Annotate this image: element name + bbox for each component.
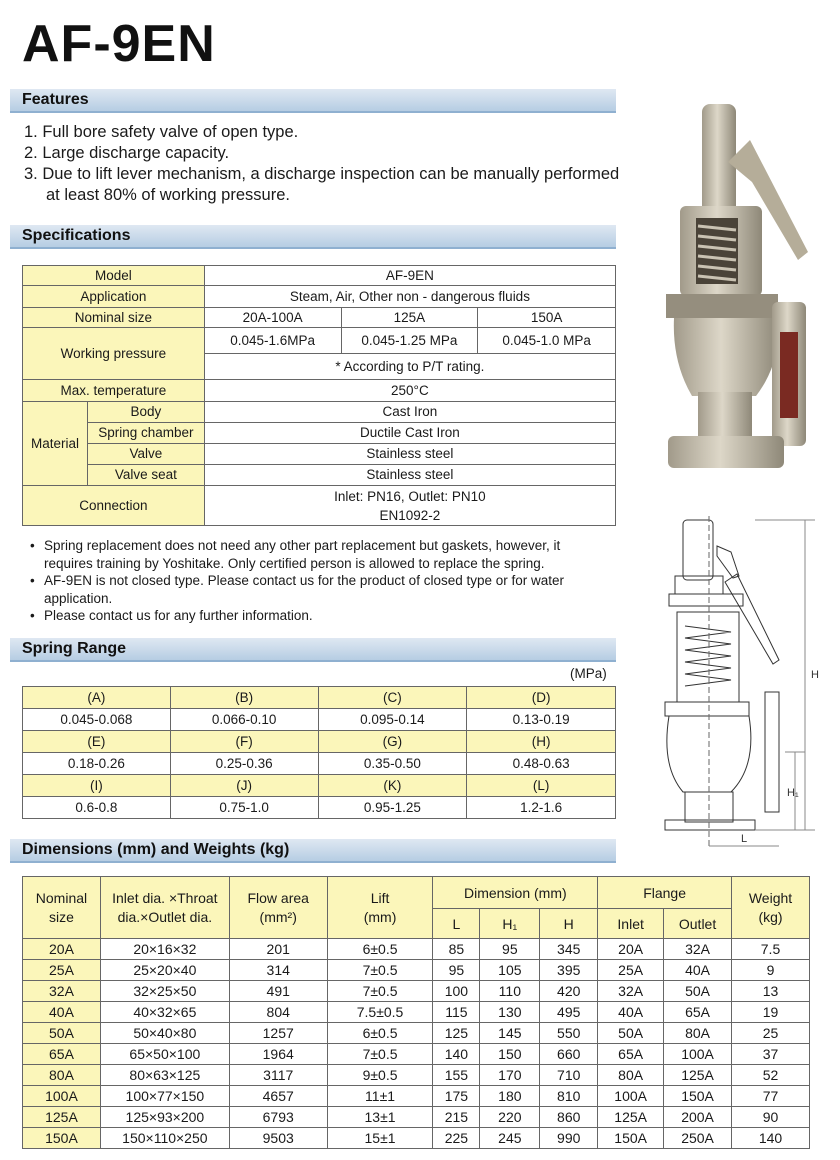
col-flow-area: Flow area (mm²)	[229, 877, 327, 939]
specifications-table	[22, 265, 616, 526]
dimensions-table	[22, 876, 810, 1149]
page-title: AF-9EN	[22, 15, 216, 73]
spec-label: Max. temperature	[23, 380, 205, 402]
spec-row-material	[23, 465, 616, 486]
table-cell: 65A	[23, 1044, 101, 1065]
table-cell: 7±0.5	[327, 981, 433, 1002]
spec-label: Application	[23, 286, 205, 308]
table-cell: 110	[480, 981, 540, 1002]
table-cell: 491	[229, 981, 327, 1002]
spec-label: Nominal size	[23, 308, 205, 328]
table-cell: 660	[540, 1044, 598, 1065]
table-cell: 50×40×80	[100, 1023, 229, 1044]
spec-label: Working pressure	[23, 328, 205, 380]
table-row	[23, 939, 810, 960]
table-cell: 6793	[229, 1107, 327, 1128]
spring-value-row: 0.6-0.8 0.75-1.0 0.95-1.25 1.2-1.6	[23, 797, 616, 819]
table-cell: 25×20×40	[100, 960, 229, 981]
specifications-header: Specifications	[10, 225, 616, 249]
table-cell: 150A	[598, 1128, 664, 1149]
table-cell: 25	[732, 1023, 810, 1044]
feature-item: 3. Due to lift lever mechanism, a discharge inspection can be manually performed at least 80% of working pressure.	[24, 165, 620, 204]
table-cell: 100×77×150	[100, 1086, 229, 1107]
spec-sublabel: Body	[87, 402, 204, 423]
table-cell: 140	[732, 1128, 810, 1149]
spec-label: Connection	[23, 486, 205, 526]
table-cell: 130	[480, 1002, 540, 1023]
spec-value: 0.045-1.25 MPa	[341, 328, 478, 354]
table-row	[23, 1128, 810, 1149]
spec-value: Ductile Cast Iron	[204, 423, 615, 444]
table-cell: 225	[433, 1128, 480, 1149]
table-cell: 85	[433, 939, 480, 960]
table-cell: 9±0.5	[327, 1065, 433, 1086]
table-cell: 32A	[664, 939, 732, 960]
table-cell: 175	[433, 1086, 480, 1107]
spring-range-table	[22, 686, 616, 819]
table-cell: 125A	[598, 1107, 664, 1128]
table-cell: 220	[480, 1107, 540, 1128]
table-cell: 200A	[664, 1107, 732, 1128]
spec-value: 0.045-1.0 MPa	[478, 328, 616, 354]
note-item: • AF-9EN is not closed type. Please contact us for the product of closed type or for water application.	[30, 572, 610, 607]
col-flange: Flange	[598, 877, 732, 909]
table-cell: 115	[433, 1002, 480, 1023]
drawing-label-H: H	[811, 669, 819, 681]
table-cell: 20A	[23, 939, 101, 960]
table-cell: 100A	[598, 1086, 664, 1107]
table-cell: 20A	[598, 939, 664, 960]
col-flange-inlet: Inlet	[598, 909, 664, 939]
spec-sublabel: Valve seat	[87, 465, 204, 486]
table-cell: 1964	[229, 1044, 327, 1065]
table-cell: 155	[433, 1065, 480, 1086]
valve-dimension-drawing	[655, 516, 827, 856]
table-cell: 37	[732, 1044, 810, 1065]
table-cell: 40A	[664, 960, 732, 981]
table-cell: 32×25×50	[100, 981, 229, 1002]
spring-range-header: Spring Range	[10, 638, 616, 662]
table-cell: 145	[480, 1023, 540, 1044]
table-row	[23, 960, 810, 981]
table-cell: 11±1	[327, 1086, 433, 1107]
col-H: H	[540, 909, 598, 939]
notes-list	[30, 537, 610, 625]
spec-value: * According to P/T rating.	[204, 354, 615, 380]
table-row	[23, 981, 810, 1002]
col-weight: Weight (kg)	[732, 877, 810, 939]
spec-value: Stainless steel	[204, 444, 615, 465]
spring-label-row: (I) (J) (K) (L)	[23, 775, 616, 797]
table-cell: 32A	[598, 981, 664, 1002]
table-cell: 77	[732, 1086, 810, 1107]
table-cell: 314	[229, 960, 327, 981]
table-cell: 90	[732, 1107, 810, 1128]
table-cell: 7±0.5	[327, 960, 433, 981]
table-cell: 150A	[664, 1086, 732, 1107]
table-cell: 80A	[598, 1065, 664, 1086]
table-cell: 100A	[23, 1086, 101, 1107]
drawing-label-H1: H₁	[787, 787, 799, 799]
spec-row-application	[23, 286, 616, 308]
spec-value: Steam, Air, Other non - dangerous fluids	[204, 286, 615, 308]
table-cell: 420	[540, 981, 598, 1002]
table-cell: 1257	[229, 1023, 327, 1044]
table-cell: 6±0.5	[327, 1023, 433, 1044]
table-cell: 3117	[229, 1065, 327, 1086]
table-cell: 7.5	[732, 939, 810, 960]
spring-label-row: (A) (B) (C) (D)	[23, 687, 616, 709]
valve-photo	[652, 100, 812, 475]
spring-value-row: 0.045-0.068 0.066-0.10 0.095-0.14 0.13-0.19	[23, 709, 616, 731]
table-cell: 245	[480, 1128, 540, 1149]
spec-value: 0.045-1.6MPa	[204, 328, 341, 354]
table-cell: 80A	[23, 1065, 101, 1086]
table-cell: 95	[433, 960, 480, 981]
spec-row-model	[23, 266, 616, 286]
table-cell: 150A	[23, 1128, 101, 1149]
table-row	[23, 1086, 810, 1107]
table-cell: 710	[540, 1065, 598, 1086]
table-cell: 19	[732, 1002, 810, 1023]
table-cell: 65×50×100	[100, 1044, 229, 1065]
table-row	[23, 1065, 810, 1086]
spec-sublabel: Spring chamber	[87, 423, 204, 444]
table-cell: 6±0.5	[327, 939, 433, 960]
table-cell: 9	[732, 960, 810, 981]
table-cell: 7±0.5	[327, 1044, 433, 1065]
col-H1: H₁	[480, 909, 540, 939]
feature-item: 2. Large discharge capacity.	[24, 144, 230, 162]
table-cell: 32A	[23, 981, 101, 1002]
spec-value: Inlet: PN16, Outlet: PN10 EN1092-2	[204, 486, 615, 526]
table-cell: 95	[480, 939, 540, 960]
table-cell: 80A	[664, 1023, 732, 1044]
table-cell: 40×32×65	[100, 1002, 229, 1023]
table-cell: 50A	[23, 1023, 101, 1044]
col-lift: Lift (mm)	[327, 877, 433, 939]
col-L: L	[433, 909, 480, 939]
table-cell: 50A	[664, 981, 732, 1002]
table-cell: 125A	[664, 1065, 732, 1086]
table-cell: 140	[433, 1044, 480, 1065]
table-cell: 40A	[598, 1002, 664, 1023]
table-cell: 804	[229, 1002, 327, 1023]
note-item: • Please contact us for any further information.	[30, 607, 610, 625]
spring-label-row: (E) (F) (G) (H)	[23, 731, 616, 753]
table-cell: 40A	[23, 1002, 101, 1023]
table-row	[23, 1002, 810, 1023]
table-cell: 65A	[598, 1044, 664, 1065]
features-list	[24, 122, 624, 206]
table-cell: 15±1	[327, 1128, 433, 1149]
col-dimension: Dimension (mm)	[433, 877, 598, 909]
spec-value: 125A	[341, 308, 478, 328]
table-cell: 4657	[229, 1086, 327, 1107]
spec-row-material	[23, 444, 616, 465]
table-cell: 100A	[664, 1044, 732, 1065]
col-nominal-size: Nominal size	[23, 877, 101, 939]
table-row	[23, 1023, 810, 1044]
features-header: Features	[10, 89, 616, 113]
table-cell: 990	[540, 1128, 598, 1149]
table-cell: 125	[433, 1023, 480, 1044]
table-cell: 20×16×32	[100, 939, 229, 960]
table-cell: 150	[480, 1044, 540, 1065]
spec-row-material	[23, 423, 616, 444]
spring-unit: (MPa)	[570, 666, 607, 681]
table-cell: 105	[480, 960, 540, 981]
table-cell: 7.5±0.5	[327, 1002, 433, 1023]
spec-row-connection	[23, 486, 616, 526]
table-cell: 550	[540, 1023, 598, 1044]
spec-sublabel: Valve	[87, 444, 204, 465]
table-row	[23, 1044, 810, 1065]
table-cell: 65A	[664, 1002, 732, 1023]
spec-value: 20A-100A	[204, 308, 341, 328]
table-row	[23, 1107, 810, 1128]
table-cell: 13	[732, 981, 810, 1002]
spec-value: 250°C	[204, 380, 615, 402]
feature-item: 1. Full bore safety valve of open type.	[24, 123, 299, 141]
dim-header-row	[23, 877, 810, 909]
table-cell: 125×93×200	[100, 1107, 229, 1128]
spec-row-nominal	[23, 308, 616, 328]
dimensions-header: Dimensions (mm) and Weights (kg)	[10, 839, 616, 863]
table-cell: 150×110×250	[100, 1128, 229, 1149]
spec-row-temperature	[23, 380, 616, 402]
table-cell: 215	[433, 1107, 480, 1128]
table-cell: 345	[540, 939, 598, 960]
table-cell: 125A	[23, 1107, 101, 1128]
spec-value: AF-9EN	[204, 266, 615, 286]
table-cell: 25A	[23, 960, 101, 981]
table-cell: 201	[229, 939, 327, 960]
table-cell: 250A	[664, 1128, 732, 1149]
table-cell: 80×63×125	[100, 1065, 229, 1086]
table-cell: 100	[433, 981, 480, 1002]
spec-label: Model	[23, 266, 205, 286]
table-cell: 395	[540, 960, 598, 981]
spec-value: Stainless steel	[204, 465, 615, 486]
col-inlet-dia: Inlet dia. ×Throat dia.×Outlet dia.	[100, 877, 229, 939]
drawing-label-L: L	[741, 833, 748, 845]
table-cell: 13±1	[327, 1107, 433, 1128]
table-cell: 495	[540, 1002, 598, 1023]
spec-value: 150A	[478, 308, 616, 328]
table-cell: 860	[540, 1107, 598, 1128]
col-flange-outlet: Outlet	[664, 909, 732, 939]
spec-row-working	[23, 328, 616, 354]
table-cell: 9503	[229, 1128, 327, 1149]
spring-value-row: 0.18-0.26 0.25-0.36 0.35-0.50 0.48-0.63	[23, 753, 616, 775]
table-cell: 170	[480, 1065, 540, 1086]
table-cell: 25A	[598, 960, 664, 981]
spec-row-material	[23, 402, 616, 423]
table-cell: 180	[480, 1086, 540, 1107]
spec-value: Cast Iron	[204, 402, 615, 423]
table-cell: 50A	[598, 1023, 664, 1044]
spec-label: Material	[23, 402, 88, 486]
note-item: • Spring replacement does not need any other part replacement but gaskets, however, it requires training by Yoshitake. Only certified person is allowed to replace the spring.	[30, 537, 610, 572]
table-cell: 52	[732, 1065, 810, 1086]
table-cell: 810	[540, 1086, 598, 1107]
